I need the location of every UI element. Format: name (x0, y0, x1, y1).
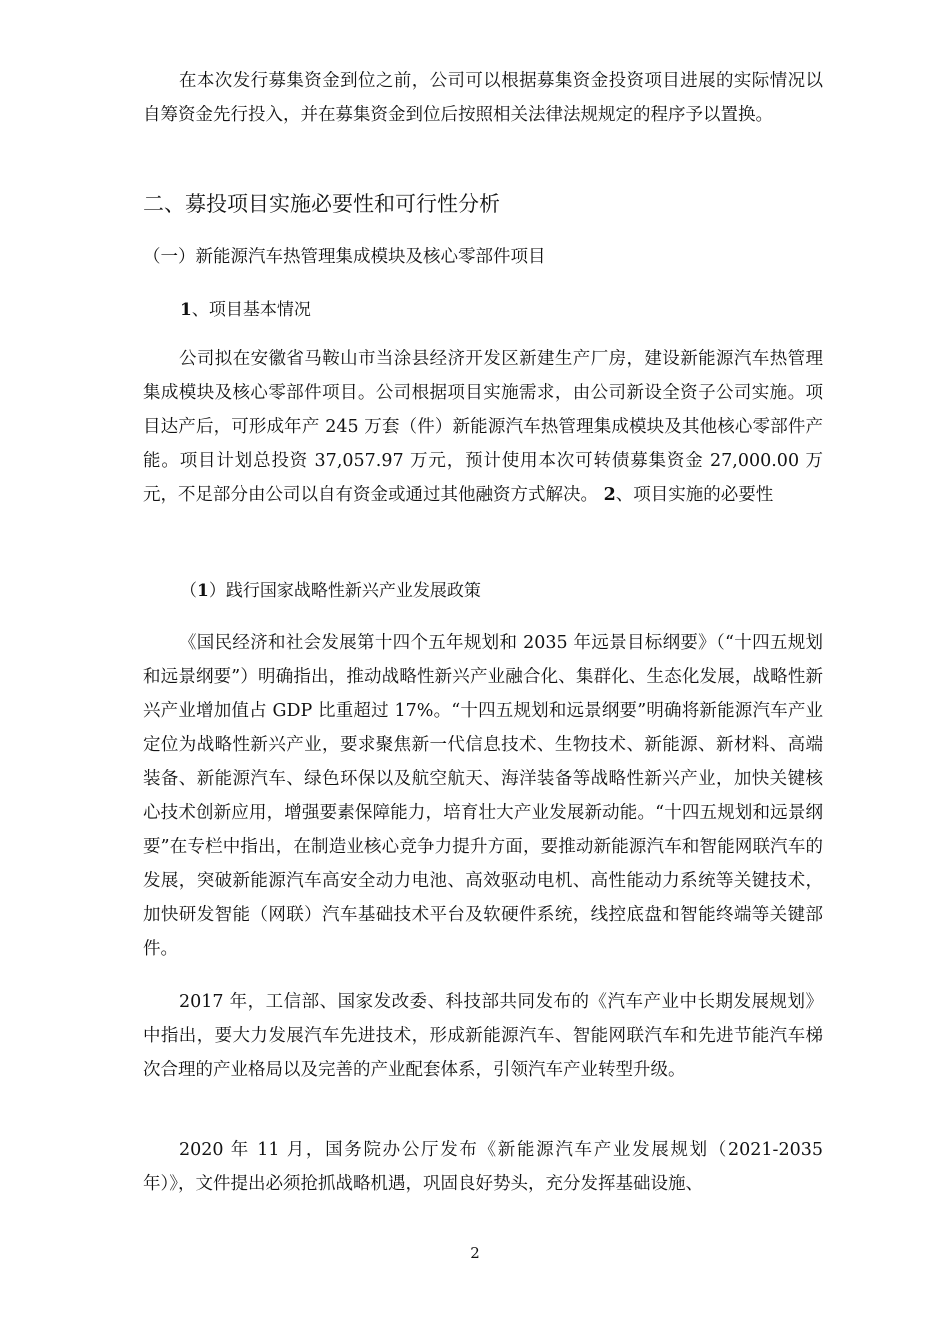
section-heading-2: 二、募投项目实施必要性和可行性分析 (143, 192, 500, 216)
subsection-heading-1: （一）新能源汽车热管理集成模块及核心零部件项目 (143, 247, 546, 267)
sub-item-heading-1-text: ）践行国家战略性新兴产业发展政策 (208, 581, 481, 601)
item-heading-2-number: 2 (603, 485, 616, 505)
page-number: 2 (470, 1244, 480, 1262)
paragraph-funding-before-arrival: 在本次发行募集资金到位之前，公司可以根据募集资金投资项目进展的实际情况以自筹资金先行投入，并在募集资金到位后按照相关法律法规规定的程序予以置换。 (143, 71, 823, 125)
sub-item-heading-1: （1）践行国家战略性新兴产业发展政策 (180, 581, 481, 601)
item-heading-1 (180, 293, 311, 327)
item-heading-1-number: 1 (180, 300, 192, 320)
project-basics-text: 公司拟在安徽省马鞍山市当涂县经济开发区新建生产厂房，建设新能源汽车热管理集成模块及核心零部件项目。公司根据项目实施需求，由公司新设全资子公司实施。项目达产后，可形成年产 245 万套（件）新能源汽车热管理集成模块及其他核心零部件产能。项目计划总投资 37,057.97 万元，预计使用本次可转债募集资金 27,000.00 万元，不足部分由公司以自有资金或通过其他融资方式解决。 (143, 349, 823, 505)
item-heading-1-text: 、项目基本情况 (191, 300, 311, 320)
paragraph-project-basics (143, 342, 823, 512)
sub-item-heading-1-number: 1 (197, 581, 209, 601)
paragraph-2020-nev-plan: 2020 年 11 月，国务院办公厅发布《新能源汽车产业发展规划（2021-2035 年）》，文件提出必须抢抓战略机遇，巩固良好势头，充分发挥基础设施、 (143, 1140, 823, 1194)
item-heading-2-text: 、项目实施的必要性 (615, 485, 774, 505)
paragraph-14th-five-year-plan: 《国民经济和社会发展第十四个五年规划和 2035 年远景目标纲要》（“十四五规划和远景纲要”）明确指出，推动战略性新兴产业融合化、集群化、生态化发展，战略性新兴产业增加值占 GDP 比重超过 17%。“十四五规划和远景纲要”明确将新能源汽车产业定位为战略性新兴产业，要求聚焦新一代信息技术、生物技术、新能源、新材料、高端装备、新能源汽车、绿色环保以及航空航天、海洋装备等战略性新兴产业，加快关键核心技术创新应用，增强要素保障能力，培育壮大产业发展新动能。“十四五规划和远景纲要”在专栏中指出，在制造业核心竞争力提升方面，要推动新能源汽车和智能网联汽车的发展，突破新能源汽车高安全动力电池、高效驱动电机、高性能动力系统等关键技术，加快研发智能（网联）汽车基础技术平台及软硬件系统，线控底盘和智能终端等关键部件。 (143, 633, 823, 959)
paragraph-2017-auto-plan: 2017 年，工信部、国家发改委、科技部共同发布的《汽车产业中长期发展规划》中指出，要大力发展汽车先进技术，形成新能源汽车、智能网联汽车和先进节能汽车梯次合理的产业格局以及完善的产业配套体系，引领汽车产业转型升级。 (143, 992, 823, 1080)
